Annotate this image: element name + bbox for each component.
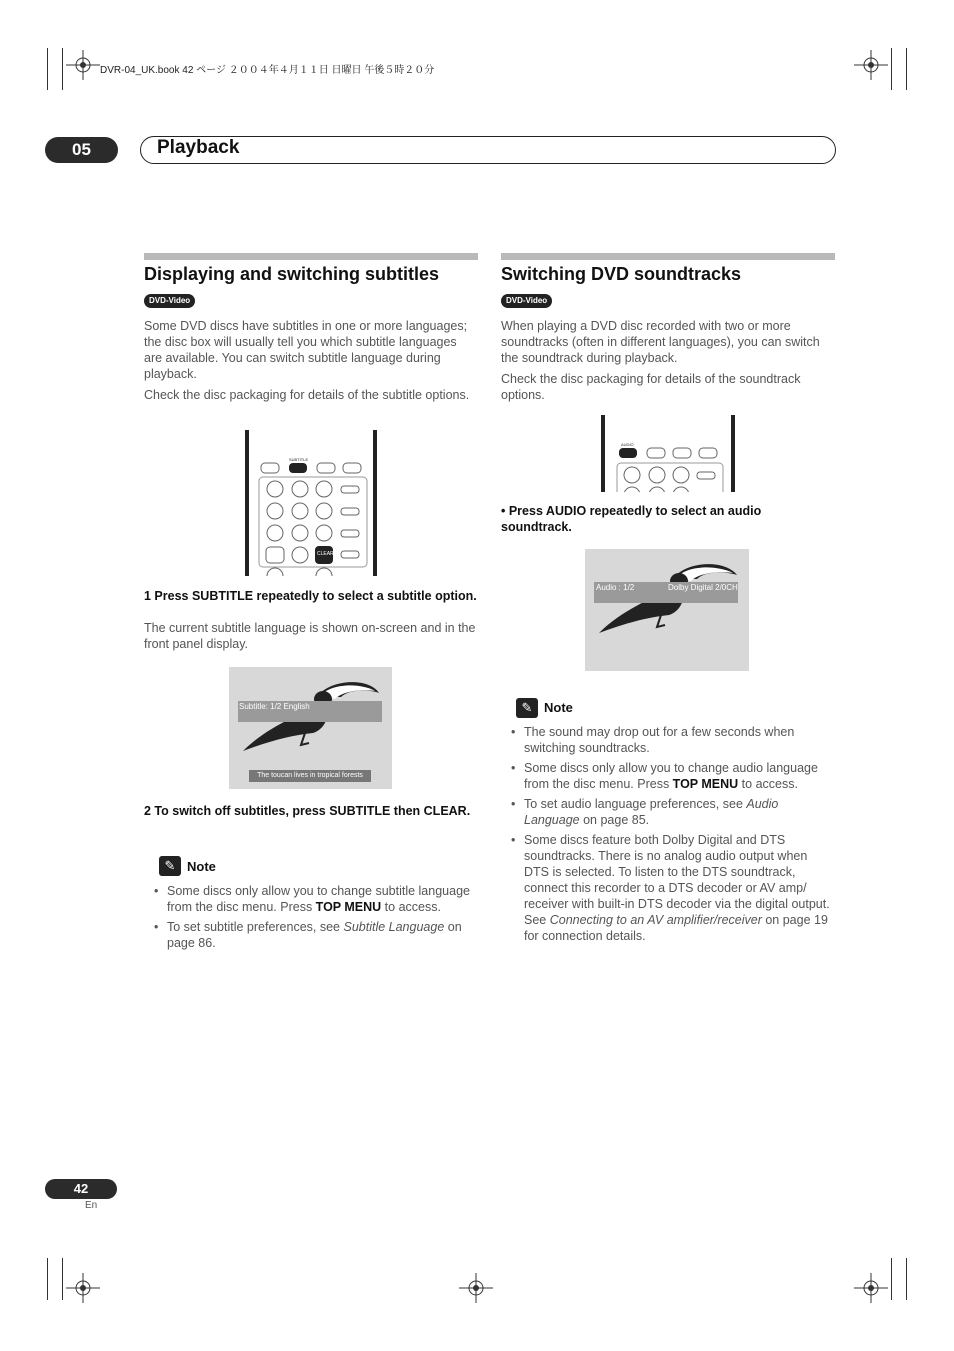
dvd-video-badge: DVD-Video xyxy=(144,294,195,308)
list-item: • To set subtitle preferences, see Subtitle Language on page 86. xyxy=(154,919,478,951)
note-pencil-icon: ✎ xyxy=(159,856,181,876)
clear-button-label: CLEAR xyxy=(317,551,334,557)
registration-mark-icon xyxy=(459,1273,493,1303)
chapter-number: 05 xyxy=(45,137,118,163)
chapter-title: Playback xyxy=(157,137,240,158)
audio-osd xyxy=(594,582,738,603)
list-item: • Some discs only allow you to change subtitle language from the disc menu. Press TOP MENU to access. xyxy=(154,883,478,915)
list-item: • Some discs only allow you to change audio language from the disc menu. Press TOP MENU to access. xyxy=(511,760,835,792)
remote-control-illustration xyxy=(245,430,379,576)
right-notes-list xyxy=(511,724,835,948)
packaging-paragraph: Check the disc packaging for details of the soundtrack options. xyxy=(501,372,801,402)
section-title-soundtracks: Switching DVD soundtracks xyxy=(501,264,742,284)
note-heading: Note xyxy=(187,859,216,874)
dvd-video-badge: DVD-Video xyxy=(501,294,552,308)
intro-paragraph: Some DVD discs have subtitles in one or more languages; the disc box will usually tell you which subtitle languages are available. You can switch subtitle language during playback. xyxy=(144,319,468,381)
audio-step: • Press AUDIO repeatedly to select an audio soundtrack. xyxy=(501,504,762,534)
registration-mark-icon xyxy=(66,50,100,80)
step-1: 1 Press SUBTITLE repeatedly to select a subtitle option. xyxy=(144,589,477,603)
step-2: 2 To switch off subtitles, press SUBTITLE then CLEAR. xyxy=(144,804,471,818)
registration-mark-icon xyxy=(66,1273,100,1303)
subtitle-caption xyxy=(249,770,371,782)
section-rule xyxy=(501,253,835,260)
chapter-bar xyxy=(140,136,836,164)
subtitle-screen xyxy=(229,667,392,789)
list-item: • The sound may drop out for a few seconds when switching soundtracks. xyxy=(511,724,835,756)
packaging-paragraph: Check the disc packaging for details of the subtitle options. xyxy=(144,388,470,402)
subtitle-osd xyxy=(238,701,382,722)
audio-screen xyxy=(585,549,749,671)
note-heading: Note xyxy=(544,700,573,715)
toucan-illustration xyxy=(585,549,749,671)
list-item: • To set audio language preferences, see Audio Language on page 85. xyxy=(511,796,835,828)
audio-osd-label: Audio : 1/2 xyxy=(596,583,635,592)
registration-mark-icon xyxy=(854,1273,888,1303)
remote-control-illustration xyxy=(601,415,737,492)
subtitle-osd-text: Subtitle: 1/2 English xyxy=(239,702,310,711)
page-number: 42 xyxy=(45,1179,117,1199)
audio-osd-format: Dolby Digital 2/0CH xyxy=(668,583,738,592)
subtitle-caption-text: The toucan lives in tropical forests xyxy=(257,772,363,779)
language-code: En xyxy=(85,1200,98,1211)
registration-mark-icon xyxy=(854,50,888,80)
step-1-description: The current subtitle language is shown on-screen and in the front panel display. xyxy=(144,621,476,651)
subtitle-button-label: SUBTITLE xyxy=(289,457,309,462)
section-rule xyxy=(144,253,478,260)
intro-paragraph: When playing a DVD disc recorded with two or more soundtracks (often in different languages), you can switch the soundtrack during playback. xyxy=(501,319,820,365)
section-title-subtitles: Displaying and switching subtitles xyxy=(144,264,440,284)
file-header: DVR-04_UK.book 42 ページ ２００４年４月１１日 日曜日 午後５時２０分 xyxy=(100,65,435,76)
note-pencil-icon: ✎ xyxy=(516,698,538,718)
left-notes-list xyxy=(154,883,478,955)
list-item: • Some discs feature both Dolby Digital and DTS soundtracks. There is no analog audio output when DTS is selected. To listen to the DTS soundtrack, connect this recorder to a DTS decoder or AV amp/ receiver with built-in DTS decoder via the digital output. See Connecting to an AV amplifier/receiver on page 19 for connection details. xyxy=(511,832,835,944)
audio-button-label: AUDIO xyxy=(621,442,634,447)
